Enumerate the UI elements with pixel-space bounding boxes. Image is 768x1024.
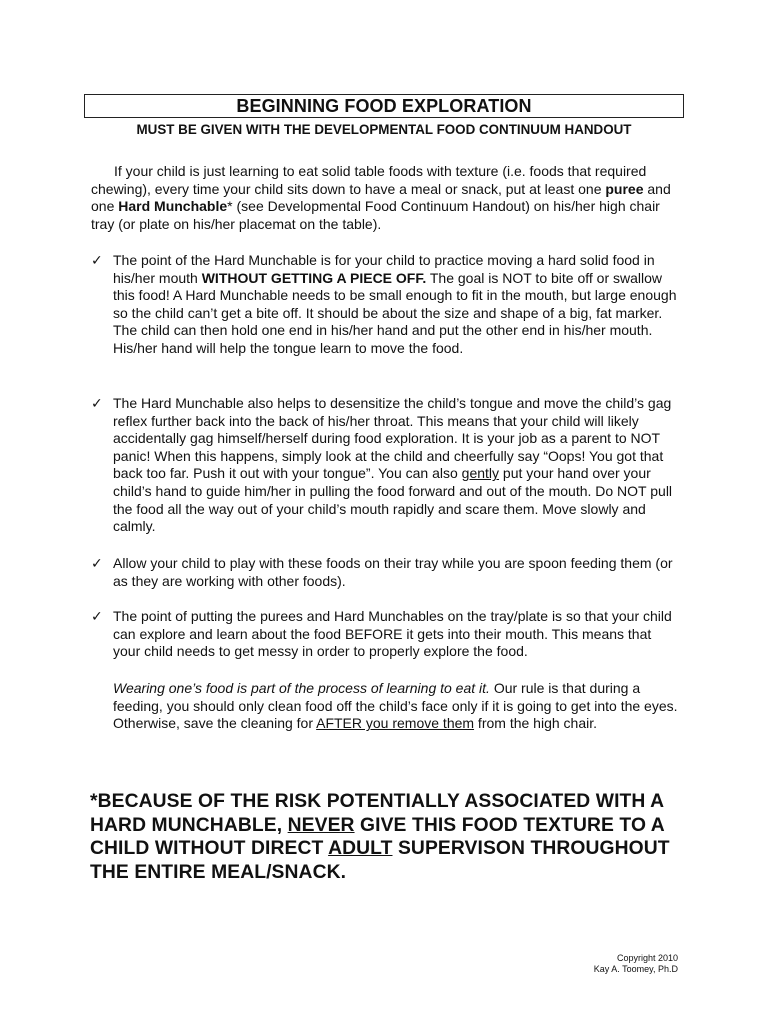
bullet-item-3 [91,555,681,590]
bullet-2-text-a: The Hard Munchable also helps to desensitize the child’s tongue and move the child’s gag reflex further back into the back of his/her throat. This means that your child will likely accidentally gag himself/herself during food exploration. It is your job as a parent to NOT panic! When this happens, simply look at the child and cheerfully say “Oops! You got that back too far. Push it out with your tongue”. You can also [113,395,672,482]
bullet-item-1 [91,252,681,358]
page-subtitle: MUST BE GIVEN WITH THE DEVELOPMENTAL FOOD CONTINUUM HANDOUT [136,122,632,137]
closing-text-2: from the high chair. [474,715,597,732]
bullet-2-text-b: put your hand over your child’s hand to guide him/her in pulling the food forward and out of the mouth. Do NOT pull the food all the way out of your child’s mouth rapidly and scare them. Move slowly and calmly. [113,465,673,535]
bullet-text-2 [113,395,681,536]
warning-notice [90,790,690,884]
bullet-item-2 [91,395,681,536]
checkmark-icon: ✓ [91,555,103,571]
intro-text-3: * (see Developmental Food Continuum Handout) on his/her high chair tray (or plate on his/her placemat on the table). [91,198,660,232]
copyright-footer [520,953,678,975]
copyright-line: Copyright 2010 [616,953,678,963]
bullet-text-3: Allow your child to play with these foods on their tray while you are spoon feeding them (or as they are working with other foods). [113,555,673,589]
intro-bold-puree: puree [605,180,644,197]
page-title [84,94,684,118]
intro-paragraph [91,163,681,233]
bullet-text-1 [113,252,681,358]
bullet-2-underline-gently: gently [461,465,500,482]
bullet-1-text-b: The goal is NOT to bite off or swallow this food! A Hard Munchable needs to be small enough to fit in the mouth, but large enough so the child can’t get a bite off. It should be about the size and shape of a big, fat marker. The child can then hold one end in his/her hand and put the other end in his/her mouth. His/her hand will help the tongue learn to move the food. [113,269,677,356]
page-title-text: BEGINNING FOOD EXPLORATION [236,96,532,116]
warning-text-2: GIVE THIS FOOD TEXTURE TO A CHILD WITHOUT DIRECT [90,814,665,860]
closing-italic: Wearing one’s food is part of the process of learning to eat it. [113,680,490,696]
warning-underline-adult: ADULT [328,838,393,860]
closing-underline: AFTER you remove them [316,715,475,732]
bullet-1-text-a: The point of the Hard Munchable is for your child to practice moving a hard solid food in his/her mouth [113,252,655,286]
closing-text-1: Our rule is that during a feeding, you should only clean food off the child’s face only if it is going to get into the eyes. Otherwise, save the cleaning for [113,680,678,732]
intro-text-2: and one [91,180,671,215]
intro-text-1: If your child is just learning to eat solid table foods with texture (i.e. foods that required chewing), every time your child sits down to have a meal or snack, put at least one [91,163,647,197]
checkmark-icon: ✓ [91,252,103,268]
warning-text-3: SUPERVISON THROUGHOUT THE ENTIRE MEAL/SNACK. [90,838,670,883]
checkmark-icon: ✓ [91,608,103,624]
bullet-text-4: The point of putting the purees and Hard Munchables on the tray/plate is so that your child can explore and learn about the food BEFORE it gets into their mouth. This means that your child needs to get messy in order to properly explore the food. [113,608,672,660]
intro-bold-hard-munchable: Hard Munchable [118,198,228,215]
checkmark-icon: ✓ [91,395,103,411]
bullet-1-bold: WITHOUT GETTING A PIECE OFF. [201,269,427,286]
closing-paragraph [113,680,681,733]
bullet-item-4 [91,608,681,661]
warning-underline-never: NEVER [287,814,355,836]
warning-text-1: *BECAUSE OF THE RISK POTENTIALLY ASSOCIATED WITH A HARD MUNCHABLE, [90,791,664,836]
author-line: Kay A. Toomey, Ph.D [593,964,678,974]
